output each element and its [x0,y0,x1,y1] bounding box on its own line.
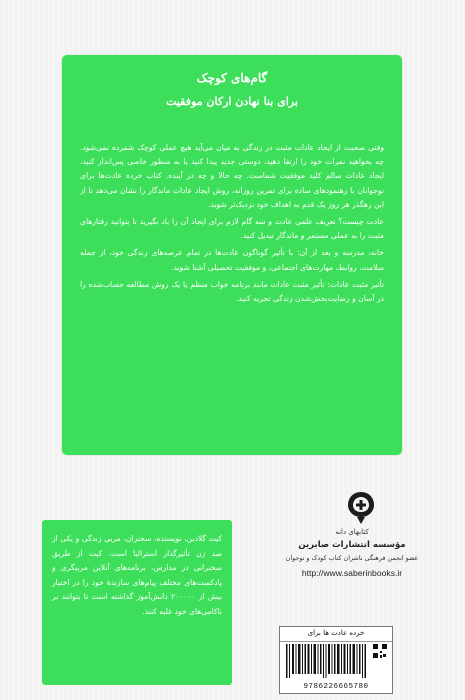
synopsis-panel [62,55,402,455]
author-bio-box [42,520,232,685]
qr-code-icon [372,643,388,659]
publisher-url[interactable]: http://www.saberinbooks.ir [301,568,403,578]
synopsis-paragraph: تأثیر مثبت عادات: تأثیر مثبت عادات مانند برنامه خواب منظم یا یک روش مطالعه حساب‌شده را در آسان و رضایت‌بخش‌شدن زندگی تجربه کنید. [80,279,384,304]
publisher-brand: کتابهای دانه [335,528,369,536]
synopsis-paragraph: عادت چیست؟ تعریف علمی عادت و سه گام لازم برای ایجاد آن را یاد بگیرید تا بتوانید رفتارهای مثبت را به عملی مستمر و ماندگار تبدیل کنید. [80,217,384,241]
barcode-title: خرده عادت ها برای [280,629,392,642]
isbn-number: 9786226665780 [303,683,369,691]
panel-subtitle: برای بنا نهادن ارکان موفقیت [166,95,298,108]
author-bio-text: کیت گلادین، نویسنده، سخنران، مربی زندگی و یکی از صد زن تأثیرگذار استرالیا است. کیت از طریق سخنرانی در مدارس، برنامه‌های آنلاین مربیگری و پادکست‌های مختلف پیام‌های سازندهٔ خود را در اختیار بیش از ۲۰۰۰۰۰ دانش‌آموز گذاشته است تا بتوانند بر ناکامی‌های خود غلبه کنند. [52,534,222,616]
publisher-membership: عضو انجمن فرهنگی ناشران کتاب کودک و نوجوان [285,554,419,562]
barcode-sticker [279,626,393,694]
panel-title: گام‌های کوچک [196,71,268,85]
publisher-logo-icon [345,490,377,526]
synopsis-text [80,141,384,309]
publisher-name: مؤسسه انتشارات صابرین [298,540,406,550]
synopsis-paragraph: وقتی صحبت از ایجاد عادات مثبت در زندگی به میان می‌آید هیچ عملی کوچک شمرده نمی‌شود. چه بخواهید نمرات خود را ارتقا دهید، دوستی جدید پیدا کنید یا به منظور خاصی پس‌انداز کنید، ایجاد عادات سالم کلید موفقیت شماست. چه حالا و چه در آینده. کتاب خرده عادت‌ها برای نوجوانان با رهنمودهای ساده برای تمرین روزانه، روش ایجاد عادات ماندگار را نشان می‌دهد تا از این رهگذر هر روز یک قدم به اهداف خود نزدیک‌تر شوید. [80,143,384,209]
synopsis-paragraph: خانه، مدرسه و بعد از آن: با تأثیر گوناگون عادت‌ها در تمام عرصه‌های زندگی خود، از جمله سلامت، روابط، مهارت‌های اجتماعی، و موفقیت تحصیلی آشنا شوید. [80,248,384,272]
barcode-icon [286,644,366,678]
